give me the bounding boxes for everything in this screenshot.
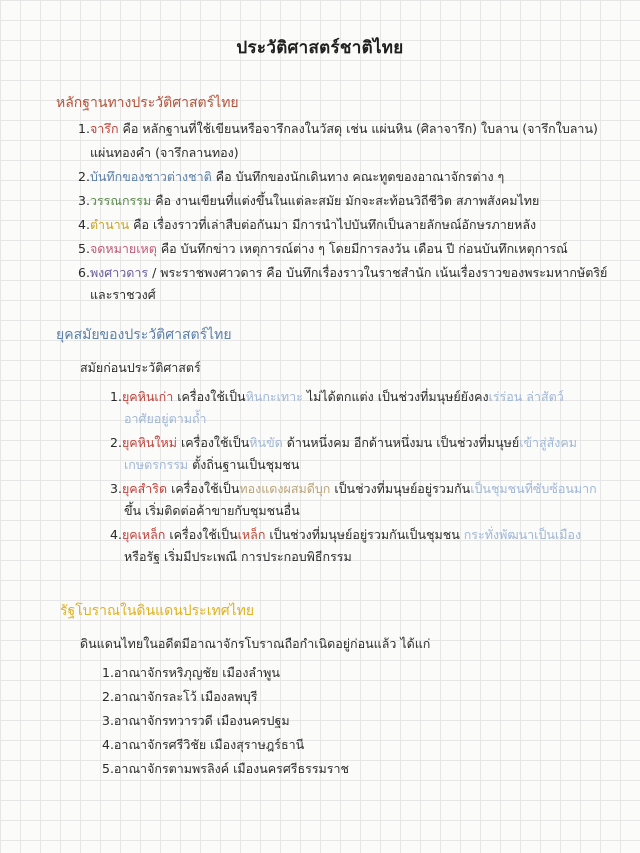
list-item: 3.อาณาจักรทวารวดี เมืองนครปฐม	[102, 713, 290, 728]
item-number: 1.	[110, 389, 122, 404]
highlight-text: เหล็ก	[237, 527, 266, 542]
highlight-text: เกษตรกรรม	[124, 457, 189, 472]
list-item	[110, 432, 577, 454]
highlight-text: เป็นชุมชนที่ซับซ้อนมาก	[470, 481, 597, 496]
highlight-text: เร่ร่อน ล่าสัตว์	[488, 389, 564, 404]
list-item	[110, 524, 581, 546]
item-text: คือ เรื่องราวที่เล่าสืบต่อกันมา มีการนำไปบันทึกเป็นลายลักษณ์อักษรภายหลัง	[129, 217, 537, 232]
item-text: คือ หลักฐานที่ใช้เขียนหรือจารึกลงในวัสดุ เช่น แผ่นหิน (ศิลาจารึก) ใบลาน (จารึกใบลาน)	[118, 121, 598, 136]
item-text-continued: ขึ้น เริ่มติดต่อค้าขายกับชุมชนอื่น	[124, 503, 300, 518]
list-item	[78, 166, 504, 188]
item-text: คือ งานเขียนที่แต่งขึ้นในแต่ละสมัย มักจะสะท้อนวิถีชีวิต สภาพสังคมไทย	[151, 193, 540, 208]
section-intro: ดินแดนไทยในอดีตมีอาณาจักรโบราณถือกำเนิดอยู่ก่อนแล้ว ได้แก่	[80, 636, 431, 651]
item-text: ไม่ได้ตกแต่ง เป็นช่วงที่มนุษย์ยังคง	[302, 389, 489, 404]
item-number: 1.	[78, 121, 90, 136]
item-number: 3.	[110, 481, 122, 496]
item-text-continued: และราชวงศ์	[90, 287, 156, 302]
highlight-text: หินกะเทาะ	[245, 389, 303, 404]
highlight-text: กระทั่งพัฒนาเป็นเมือง	[463, 527, 582, 542]
item-text: เป็นช่วงที่มนุษย์อยู่รวมกันเป็นชุมชน	[265, 527, 464, 542]
highlight-text: หินขัด	[249, 435, 283, 450]
item-number: 4.	[78, 217, 90, 232]
item-number: 2.	[78, 169, 90, 184]
item-term: จดหมายเหตุ	[89, 241, 157, 256]
item-term: ยุคหินเก่า	[121, 389, 174, 404]
item-term: ตำนาน	[89, 217, 130, 232]
list-item	[78, 214, 536, 236]
item-text: ตั้งถิ่นฐานเป็นชุมชน	[188, 457, 300, 472]
highlight-text: เข้าสู่สังคม	[519, 435, 578, 450]
item-text: คือ บันทึกข่าว เหตุการณ์ต่าง ๆ โดยมีการลงวัน เดือน ปี ก่อนบันทึกเหตุการณ์	[156, 241, 568, 256]
list-item	[78, 262, 607, 284]
highlight-text: ทองแดงผสมดีบุก	[239, 481, 331, 496]
item-text-continued: แผ่นทองคำ (จารึกลานทอง)	[90, 145, 239, 160]
item-number: 2.	[110, 435, 122, 450]
item-text-continued: หรือรัฐ เริ่มมีประเพณี การประกอบพิธีกรรม	[124, 549, 352, 564]
section-heading-ancient-states: รัฐโบราณในดินแดนประเทศไทย	[60, 603, 255, 619]
section-heading-evidence: หลักฐานทางประวัติศาสตร์ไทย	[56, 95, 239, 111]
highlight-text: อาศัยอยู่ตามถ้ำ	[124, 411, 207, 426]
item-text: เครื่องใช้เป็น	[173, 389, 246, 404]
item-text: ด้านหนึ่งคม อีกด้านหนึ่งมน เป็นช่วงที่มนุษย์	[282, 435, 520, 450]
subheading-prehistoric: สมัยก่อนประวัติศาสตร์	[80, 360, 201, 375]
item-text-continued	[124, 454, 299, 476]
item-text-continued	[124, 408, 207, 430]
list-item: 4.อาณาจักรศรีวิชัย เมืองสุราษฎร์ธานี	[102, 737, 305, 752]
item-term: ยุคเหล็ก	[121, 527, 166, 542]
item-number: 3.	[78, 193, 90, 208]
item-term: บันทึกของชาวต่างชาติ	[89, 169, 212, 184]
item-term: วรรณกรรม	[89, 193, 152, 208]
list-item: 2.อาณาจักรละโว้ เมืองลพบุรี	[102, 689, 258, 704]
item-number: 6.	[78, 265, 90, 280]
item-text: เครื่องใช้เป็น	[167, 481, 240, 496]
item-number: 4.	[110, 527, 122, 542]
item-term: จารึก	[89, 121, 119, 136]
list-item	[110, 478, 597, 500]
list-item: 5.อาณาจักรตามพรลิงค์ เมืองนครศรีธรรมราช	[102, 761, 350, 776]
page-title: ประวัติศาสตร์ชาติไทย	[236, 38, 404, 58]
item-text: / พระราชพงศาวดาร คือ บันทึกเรื่องราวในราชสำนัก เน้นเรื่องราวของพระมหากษัตริย์	[148, 265, 608, 280]
list-item	[78, 238, 568, 260]
item-text: เครื่องใช้เป็น	[165, 527, 238, 542]
item-text: เครื่องใช้เป็น	[177, 435, 250, 450]
section-heading-eras: ยุคสมัยของประวัติศาสตร์ไทย	[56, 327, 232, 343]
item-text: เป็นช่วงที่มนุษย์อยู่รวมกัน	[330, 481, 471, 496]
item-number: 5.	[78, 241, 90, 256]
list-item	[110, 386, 564, 408]
list-item	[78, 190, 539, 212]
item-text: คือ บันทึกของนักเดินทาง คณะทูตของอาณาจักรต่าง ๆ	[211, 169, 505, 184]
item-term: ยุคสำริด	[121, 481, 168, 496]
item-term: ยุคหินใหม่	[121, 435, 177, 450]
list-item	[78, 118, 598, 140]
list-item: 1.อาณาจักรหริภุญชัย เมืองลำพูน	[102, 665, 280, 680]
item-term: พงศาวดาร	[89, 265, 149, 280]
